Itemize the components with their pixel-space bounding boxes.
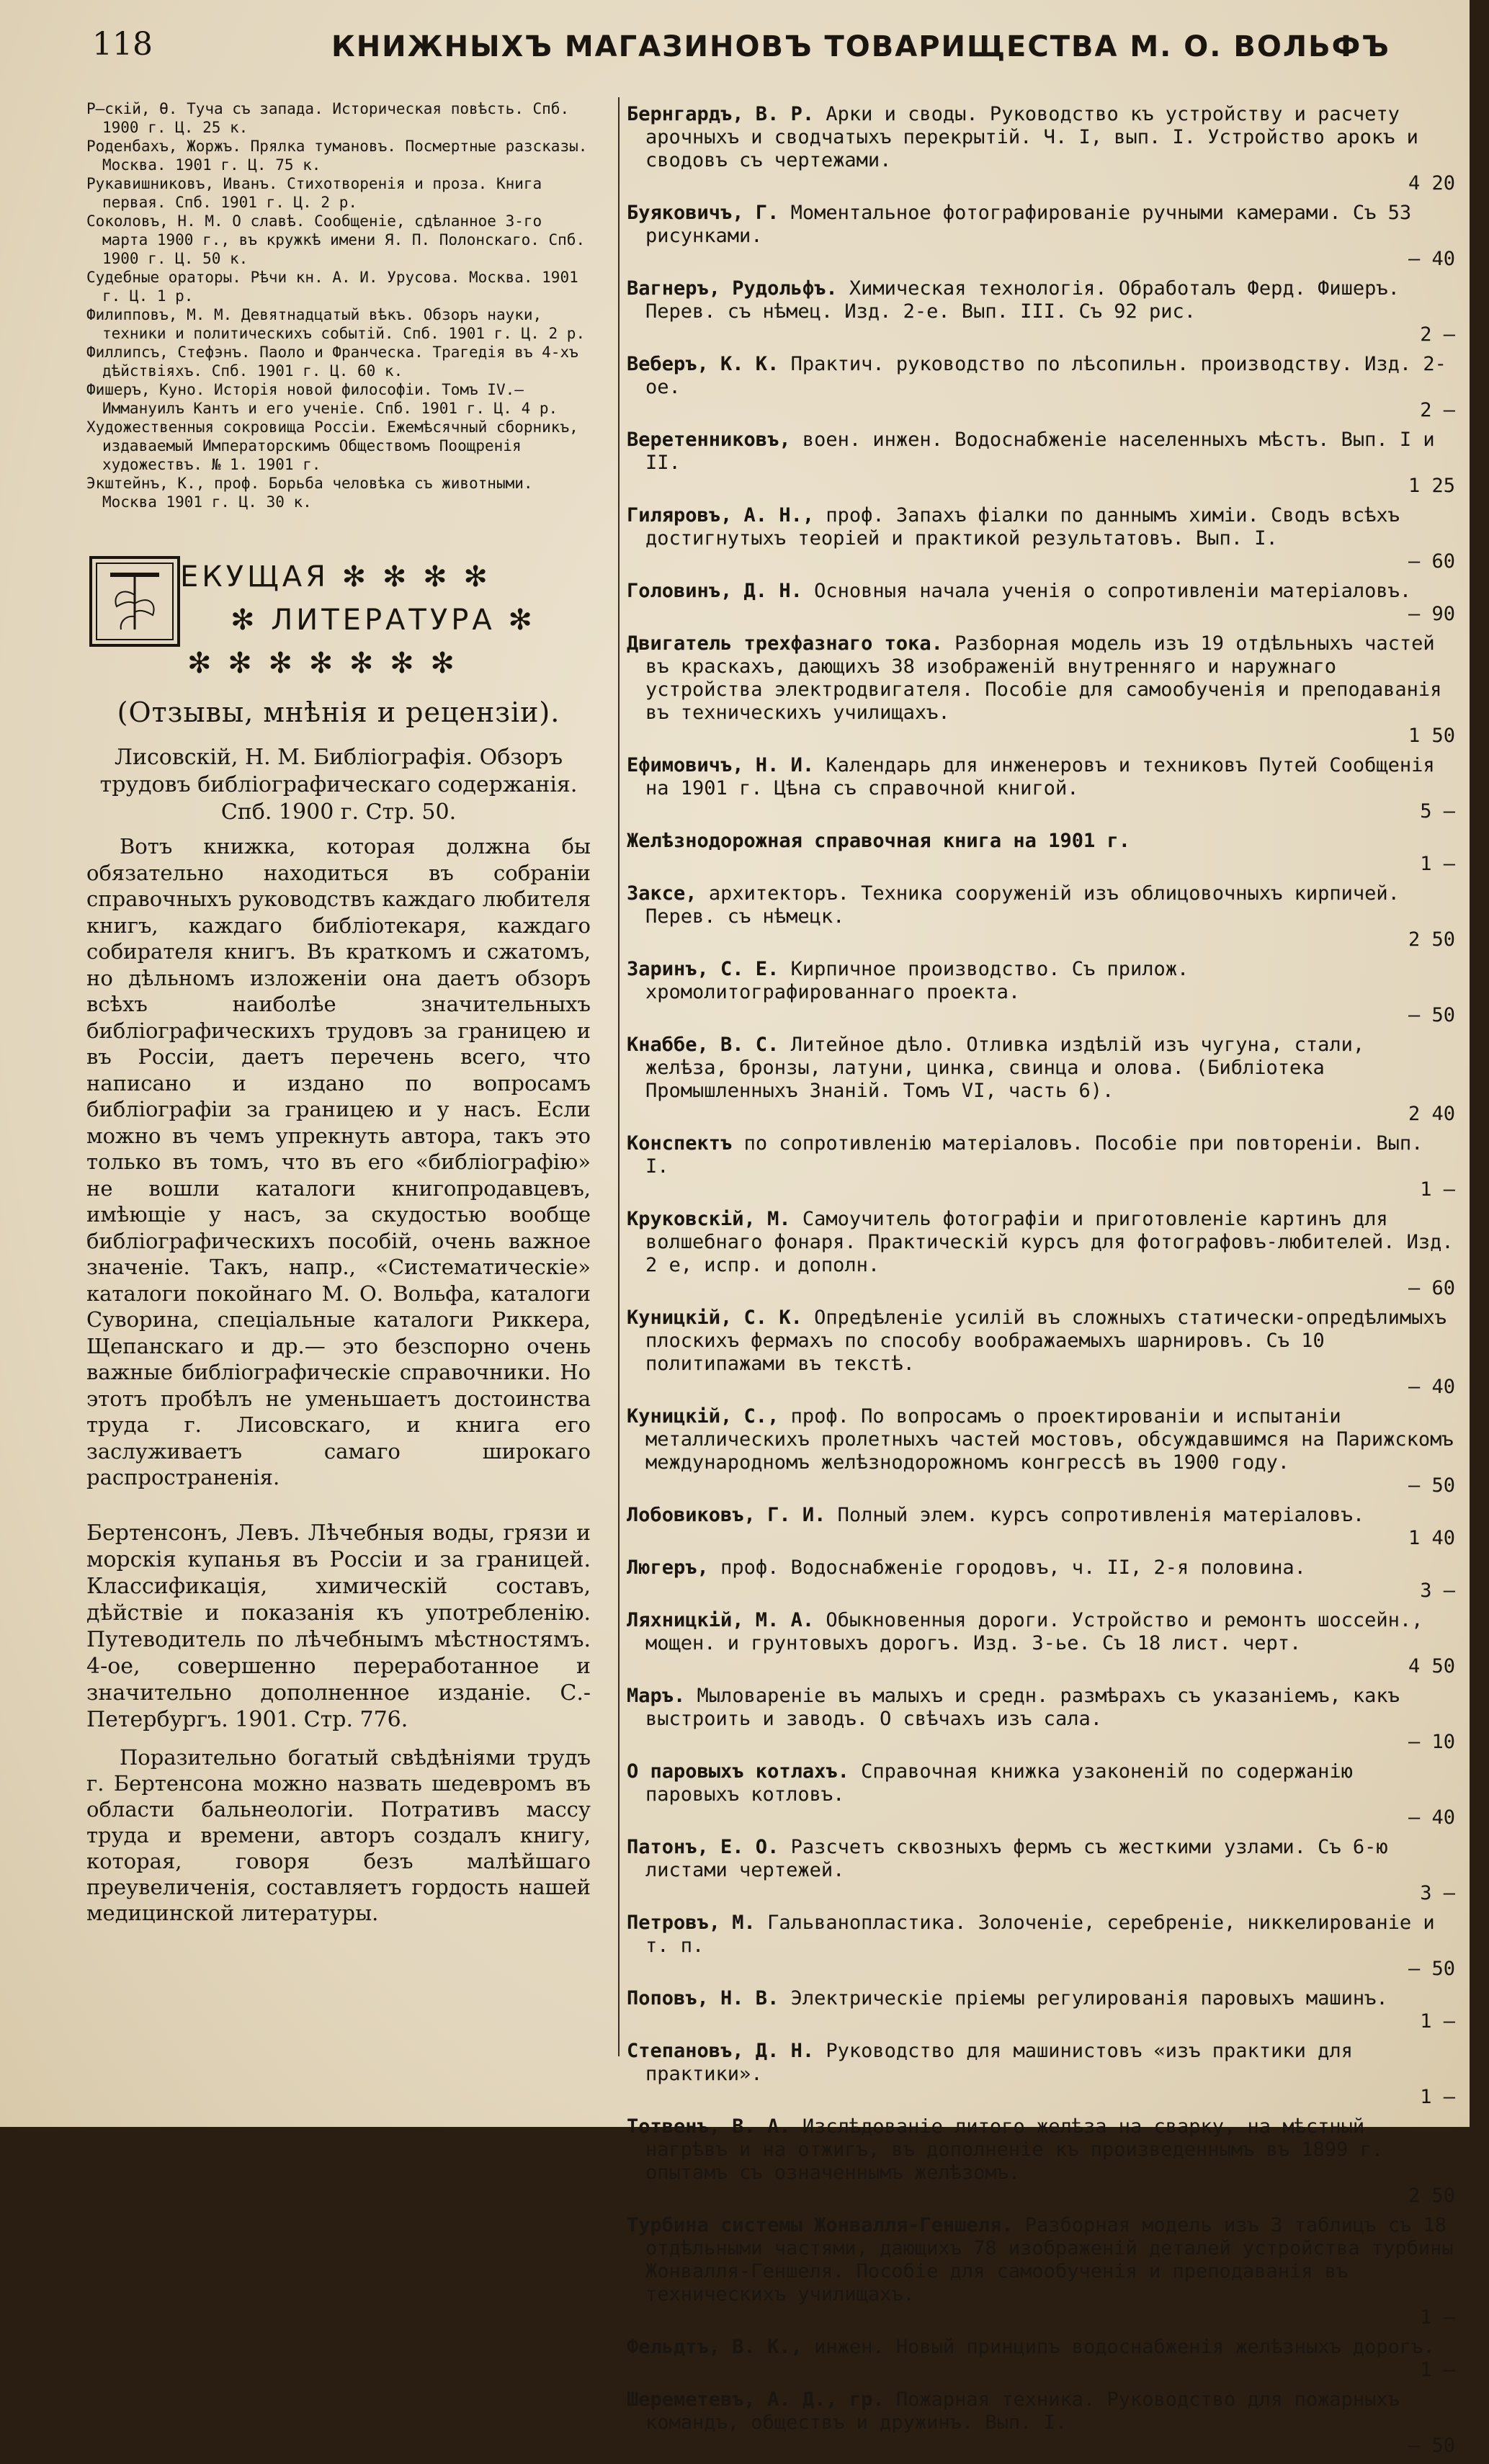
list-item: Художественныя сокровища Россіи. Ежемѣсячный сборникъ, издаваемый Императорскимъ Обществомъ Поощренія художествъ. № 1. 1901 г. — [86, 418, 578, 473]
entry-title: Разсчетъ сквозныхъ фермъ съ жесткими узлами. Съ 6-ю листами чертежей. — [645, 1836, 1388, 1881]
entry-price: — 60 — [1408, 1277, 1455, 1299]
entry-title: Мыловареніе въ малыхъ и средн. размѣрахъ съ указаніемъ, какъ выстроить и заводъ. О свѣчахъ изъ сала. — [645, 1685, 1400, 1730]
floral-initial-t-icon — [89, 556, 180, 647]
entry-author: Буяковичъ, Г. — [627, 202, 779, 224]
entry-price: — 50 — [1408, 2434, 1455, 2457]
right-column — [627, 103, 1455, 2464]
running-title: КНИЖНЫХЪ МАГАЗИНОВЪ ТОВАРИЩЕСТВА М. О. ВОЛЬФЪ — [331, 30, 1390, 63]
entry-author: О паровыхъ котлахъ. — [627, 1760, 849, 1783]
list-item — [627, 1912, 1455, 1981]
left-entry-list — [86, 99, 591, 511]
entry-title: Кирпичное производство. Съ прилож. хромолитографированнаго проекта. — [645, 958, 1189, 1003]
entry-title: Опредѣленіе усилій въ сложныхъ статически-опредѣлимыхъ плоскихъ фермахъ по способу воображаемыхъ шарнировъ. Съ 10 политипажами въ текстѣ. — [645, 1307, 1446, 1375]
entry-price: 2 40 — [1408, 1103, 1455, 1125]
entry-price: — 60 — [1408, 550, 1455, 573]
list-item: Филипповъ, М. М. Девятнадцатый вѣкъ. Обзоръ науки, техники и политическихъ событій. Спб. 1901 г. Ц. 2 р. — [86, 306, 586, 342]
entry-price: 4 50 — [1408, 1655, 1455, 1677]
entry-price: 1 40 — [1408, 1527, 1455, 1549]
entry-price: 1 — — [1420, 2359, 1455, 2381]
entry-price: — 90 — [1408, 603, 1455, 625]
entry-price: — 50 — [1408, 1958, 1455, 1980]
entry-title: Руководство для машинистовъ «изъ практики для практики». — [645, 2040, 1353, 2085]
list-item — [627, 2040, 1455, 2109]
entry-author: Петровъ, М. — [627, 1912, 756, 1934]
banner-line-3: ✻ ✻ ✻ ✻ ✻ ✻ ✻ — [187, 647, 458, 680]
entry-title: Изслѣдованіе литого желѣза на сварку, на мѣстный нагрѣвъ и на отжигъ, въ дополненіе къ произведеннымъ въ 1899 г. опытамъ съ означеннымъ желѣзомъ. — [645, 2115, 1384, 2184]
list-item — [627, 1987, 1455, 2033]
entry-author: Головинъ, Д. Н. — [627, 580, 802, 602]
list-item — [627, 1685, 1455, 1754]
entry-author: Веберъ, К. К. — [627, 353, 779, 375]
entry-price: — 50 — [1408, 1004, 1455, 1026]
list-item — [627, 1556, 1455, 1603]
list-item — [627, 1609, 1455, 1678]
review-1-reference: Лисовскій, Н. М. Библіографія. Обзоръ трудовъ библіографическаго содержанія. Спб. 1900 г. Стр. 50. — [99, 745, 578, 825]
entry-author: Заксе, — [627, 882, 697, 905]
entry-price: 5 — — [1420, 800, 1455, 823]
list-item — [627, 277, 1455, 346]
entry-title: Основныя начала ученія о сопротивленіи матеріаловъ. — [814, 580, 1412, 602]
entry-title: Самоучитель фотографіи и приготовленіе картинъ для волшебнаго фонаря. Практическій курсъ для фотографовъ-любителей. Изд. 2 е, испр. и дополн. — [645, 1208, 1454, 1276]
entry-price: 1 — — [1420, 2086, 1455, 2108]
entry-title: Литейное дѣло. Отливка издѣлій изъ чугуна, стали, желѣза, бронзы, латуни, цинка, свинца и олова. (Библіотека Промышленныхъ Знаній. Томъ VI, часть 6). — [645, 1034, 1365, 1102]
list-item — [627, 958, 1455, 1027]
entry-author: Куницкій, С. К. — [627, 1307, 802, 1329]
entry-price: — 10 — [1408, 1731, 1455, 1753]
entry-price: 2 50 — [1408, 928, 1455, 951]
list-item — [627, 202, 1455, 271]
list-item — [627, 1132, 1455, 1201]
list-item: Соколовъ, Н. М. О славѣ. Сообщеніе, сдѣланное 3-го марта 1900 г., въ кружкѣ имени Я. П. Полонскаго. Спб. 1900 г. Ц. 50 к. — [86, 212, 586, 267]
entry-author: Веретенниковъ, — [627, 429, 791, 451]
entry-title: по сопротивленію матеріаловъ. Пособіе при повтореніи. Вып. I. — [645, 1132, 1423, 1178]
list-item — [627, 580, 1455, 626]
entry-price: — 40 — [1408, 248, 1455, 270]
list-item — [627, 1034, 1455, 1126]
list-item: Роденбахъ, Жоржъ. Прялка тумановъ. Посмертные разсказы. Москва. 1901 г. Ц. 75 к. — [86, 138, 588, 174]
section-banner — [86, 546, 591, 686]
list-item — [627, 2388, 1455, 2458]
list-item: Фишеръ, Куно. Исторія новой философіи. Томъ IV.—Иммануилъ Кантъ и его ученіе. Спб. 1901 г. Ц. 4 р. — [86, 381, 558, 417]
list-item — [627, 1836, 1455, 1905]
entry-author: Ефимовичъ, Н. И. — [627, 754, 815, 776]
banner-line-2: ✻ ЛИТЕРАТУРА ✻ — [231, 604, 536, 637]
banner-line-1: ЕКУЩАЯ ✻ ✻ ✻ ✻ — [180, 560, 491, 593]
entry-title: Полный элем. курсъ сопротивленія матеріаловъ. — [837, 1504, 1365, 1526]
review-2-reference: Бертенсонъ, Левъ. Лѣчебныя воды, грязи и морскія купанья въ Россіи и за границей. Классификація, химическій составъ, дѣйствіе и показанія къ употребленію. Путеводитель по лѣчебнымъ мѣстностямъ. 4-ое, совершенно переработанное и значительно дополненное изданіе. С.-Петербургъ. 1901. Стр. 776. — [86, 1520, 591, 1732]
review-2-body: Поразительно богатый свѣдѣніями трудъ г. Бертенсона можно назвать шедевромъ въ области бальнеологіи. Потративъ массу труда и времени, авторъ создалъ книгу, которая, говоря безъ малѣйшаго преувеличенія, составляетъ гордость нашей медицинской литературы. — [86, 1744, 591, 1925]
entry-title: воен. инжен. Водоснабженіе населенныхъ мѣстъ. Вып. I и II. — [645, 429, 1435, 474]
list-item — [627, 754, 1455, 823]
entry-title: Обыкновенныя дороги. Устройство и ремонтъ шоссейн., мощен. и грунтовыхъ дорогъ. Изд. 3-ье. Съ 18 лист. черт. — [645, 1609, 1423, 1654]
list-item — [627, 1405, 1455, 1497]
list-item: Экштейнъ, К., проф. Борьба человѣка съ животными. Москва 1901 г. Ц. 30 к. — [86, 475, 533, 511]
list-item — [627, 353, 1455, 422]
list-item — [627, 504, 1455, 573]
entry-author: Двигатель трехфазнаго тока. — [627, 632, 943, 655]
entry-price: 1 — — [1420, 1178, 1455, 1201]
entry-price: 4 20 — [1408, 172, 1455, 194]
column-divider — [618, 97, 620, 2056]
entry-author: Поповъ, Н. В. — [627, 1987, 779, 2010]
list-item — [627, 1307, 1455, 1399]
entry-title: Разборная модель изъ 3 таблицъ съ 18 отдѣльными частями, дающихъ 78 изображеній деталей устройства турбины Жонвалля-Геншеля. Пособіе для самообученія и преподаванія въ техническихъ училищахъ. — [645, 2214, 1454, 2306]
entry-author: Вагнеръ, Рудольфъ. — [627, 277, 838, 300]
entry-author: Тотвенъ, В. А. — [627, 2115, 791, 2138]
page-number: 118 — [92, 26, 153, 63]
entry-author: Люгеръ, — [627, 1556, 709, 1579]
entry-price: 1 — — [1420, 853, 1455, 875]
entry-author: Турбина системы Жонвалля-Геншеля. — [627, 2214, 1014, 2236]
entry-title: Календарь для инженеровъ и техниковъ Путей Сообщенія на 1901 г. Цѣна съ справочной книгой. — [645, 754, 1435, 799]
entry-title: проф. По вопросамъ о проектированіи и испытаніи металлическихъ пролетныхъ частей мостовъ, обсуждавшимся на Парижскомъ международномъ желѣзнодорожномъ конгрессѣ въ 1900 году. — [645, 1405, 1454, 1474]
list-item — [627, 632, 1455, 748]
entry-price: 3 — — [1420, 1882, 1455, 1904]
list-item — [627, 2214, 1455, 2329]
list-item — [627, 103, 1455, 195]
entry-author: Кнаббе, В. С. — [627, 1034, 779, 1056]
entry-title: Справочная книжка узаконеній по содержанію паровыхъ котловъ. — [645, 1760, 1353, 1806]
entry-title: Разборная модель изъ 19 отдѣльныхъ частей въ краскахъ, дающихъ 38 изображеній внутренняго и наружнаго устройства электродвигателя. Пособіе для самообученія и преподаванія въ техническихъ училищахъ. — [645, 632, 1442, 724]
entry-author: Маръ. — [627, 1685, 686, 1707]
entry-title: Пожарная техника. Руководство для пожарныхъ командъ, обществъ и дружинъ. Вып. I. — [645, 2388, 1400, 2434]
entry-author: Бернгардъ, В. Р. — [627, 103, 815, 125]
section-subtitle: (Отзывы, мнѣнія и рецензіи). — [117, 696, 560, 728]
list-item — [627, 1504, 1455, 1550]
entry-author: Конспектъ — [627, 1132, 733, 1155]
entry-title: проф. Водоснабженіе городовъ, ч. II, 2-я половина. — [720, 1556, 1306, 1579]
entry-author: Фельдтъ, В. К., — [627, 2336, 802, 2358]
entry-price: — 40 — [1408, 1376, 1455, 1398]
page-header — [0, 0, 1470, 79]
entry-author: Шереметевъ, А. Д., гр. — [627, 2388, 885, 2411]
entry-price: 2 50 — [1408, 2185, 1455, 2207]
review-1-body: Вотъ книжка, которая должна бы обязательно находиться въ собраніи справочныхъ руководствъ каждаго любителя книгъ, каждаго библіотекаря, каждаго собирателя книгъ. Въ краткомъ и сжатомъ, но дѣльномъ изложеніи она даетъ обзоръ всѣхъ наиболѣе значительныхъ библіографическихъ трудовъ за границею и въ Россіи, даетъ перечень всего, что написано и издано по вопросамъ библіографіи за границею и у насъ. Если можно въ чемъ упрекнуть автора, такъ это только въ томъ, что въ его «библіографію» не вошли каталоги книгопродавцевъ, имѣющіе у насъ, за скудостью вообще библіографическихъ пособій, очень важное значеніе. Такъ, напр., «Систематическіе» каталоги покойнаго М. О. Вольфа, каталоги Суворина, спеціальные каталоги Риккера, Щепанскаго и др.— это безспорно очень важные библіографическіе справочники. Но этотъ пробѣлъ не уменьшаетъ достоинства труда г. Лисовскаго, и книга его заслуживаетъ самаго широкаго распространенія. — [86, 834, 591, 1489]
list-item: Судебные ораторы. Рѣчи кн. А. И. Урусова. Москва. 1901 г. Ц. 1 р. — [86, 269, 578, 305]
list-item — [627, 2115, 1455, 2208]
entry-price: 2 — — [1420, 323, 1455, 346]
entry-author: Круковскій, М. — [627, 1208, 791, 1230]
entry-author: Желѣзнодорожная справочная книга на 1901 г. — [627, 830, 1130, 852]
entry-price: 1 50 — [1408, 725, 1455, 747]
entry-author: Куницкій, С., — [627, 1405, 779, 1428]
entry-price: 1 — — [1420, 2306, 1455, 2329]
entry-title: Моментальное фотографированіе ручными камерами. Съ 53 рисунками. — [645, 202, 1412, 247]
entry-price: 1 — — [1420, 2010, 1455, 2033]
entry-price: — 50 — [1408, 1474, 1455, 1497]
list-item — [627, 882, 1455, 951]
entry-title: архитекторъ. Техника сооруженій изъ облицовочныхъ кирпичей. Перев. съ нѣмецк. — [645, 882, 1400, 928]
left-column — [86, 99, 591, 1926]
entry-author: Лобовиковъ, Г. И. — [627, 1504, 826, 1526]
entry-title: Химическая технологія. Обработалъ Ферд. Фишеръ. Перев. съ нѣмец. Изд. 2-е. Вып. III. Съ 92 рис. — [645, 277, 1400, 323]
list-item — [627, 830, 1455, 876]
entry-title: Гальванопластика. Золоченіе, серебреніе, никкелированіе и т. п. — [645, 1912, 1435, 1957]
entry-title: инжен. Новый принципъ водоснабженія желѣзныхъ дорогъ. — [814, 2336, 1435, 2358]
list-item: Р—скій, Ѳ. Туча съ запада. Историческая повѣсть. Спб. 1900 г. Ц. 25 к. — [86, 100, 570, 136]
entry-price: 3 — — [1420, 1580, 1455, 1602]
entry-author: Патонъ, Е. О. — [627, 1836, 779, 1858]
entry-price: 1 25 — [1408, 475, 1455, 497]
entry-author: Гиляровъ, А. Н., — [627, 504, 815, 527]
list-item — [627, 2336, 1455, 2382]
entry-title: проф. Запахъ фіалки по даннымъ химіи. Сводъ всѣхъ достигнутыхъ теоріей и практикой результатовъ. Вып. I. — [645, 504, 1400, 550]
entry-price: — 40 — [1408, 1806, 1455, 1829]
right-entry-list — [627, 103, 1455, 2458]
list-item — [627, 1208, 1455, 1300]
entry-title: Электрическіе пріемы регулированія паровыхъ машинъ. — [790, 1987, 1388, 2010]
entry-author: Степановъ, Д. Н. — [627, 2040, 815, 2062]
entry-title: Практич. руководство по лѣсопильн. производству. Изд. 2-ое. — [645, 353, 1446, 398]
list-item: Рукавишниковъ, Иванъ. Стихотворенія и проза. Книга первая. Спб. 1901 г. Ц. 2 р. — [86, 175, 542, 211]
list-item — [627, 1760, 1455, 1829]
list-item — [627, 429, 1455, 498]
entry-price: 2 — — [1420, 399, 1455, 421]
list-item: Филлипсъ, Стефэнъ. Паоло и Франческа. Трагедія въ 4-хъ дѣйствіяхъ. Спб. 1901 г. Ц. 60 к. — [86, 344, 578, 380]
entry-title: Арки и своды. Руководство къ устройству и расчету арочныхъ и сводчатыхъ перекрытій. Ч. I, вып. I. Устройство арокъ и сводовъ съ чертежами. — [645, 103, 1418, 171]
entry-author: Заринъ, С. Е. — [627, 958, 779, 980]
entry-author: Ляхницкій, М. А. — [627, 1609, 815, 1631]
